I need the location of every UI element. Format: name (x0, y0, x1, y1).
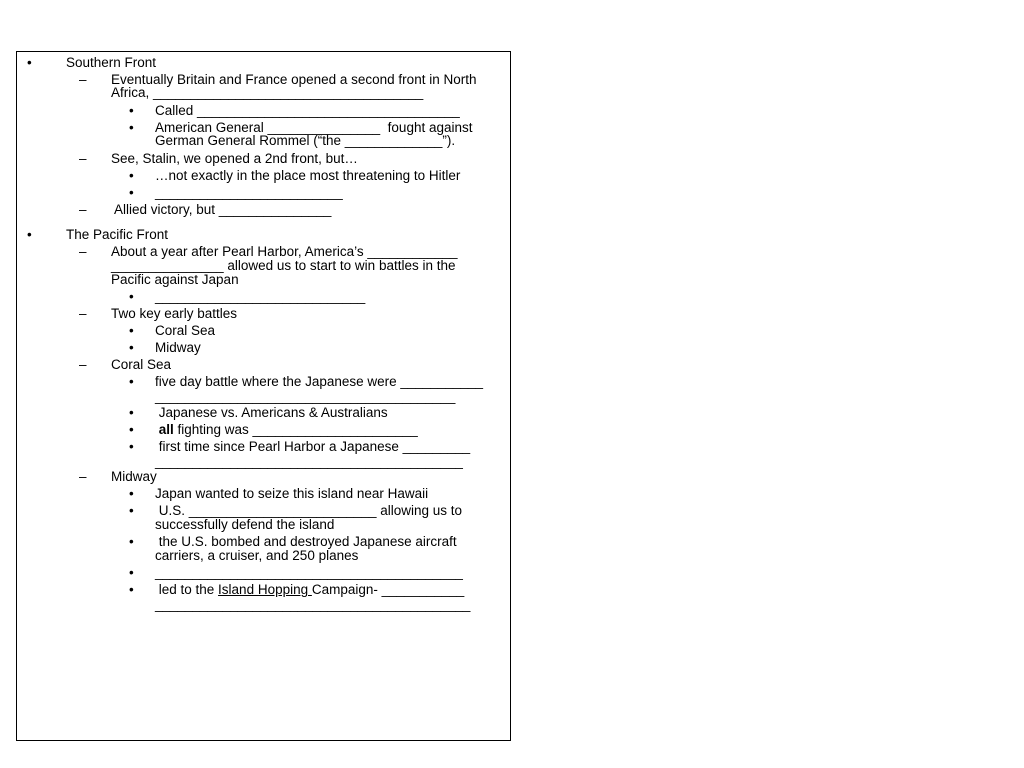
bullet-symbol: • (129, 405, 134, 420)
outline-line: _________________________ (155, 185, 343, 200)
outline-line: first time since Pearl Harbor a Japanese _________ (155, 439, 471, 454)
bullet-symbol: • (27, 227, 32, 242)
outline-line: American General _______________ fought against (155, 120, 473, 135)
dash-symbol: – (79, 469, 87, 484)
outline-line: Midway (155, 340, 201, 355)
outline-line: Pacific against Japan (111, 272, 239, 287)
outline-line: successfully defend the island (155, 517, 335, 532)
outline-line-rest: fighting was ______________________ (173, 422, 418, 437)
bullet-symbol: • (129, 439, 134, 454)
outline-line-suffix: Campaign- ___________ (311, 582, 465, 597)
outline-line: _______________ allowed us to start to win battles in the (111, 258, 456, 273)
outline-line: Coral Sea (155, 323, 216, 338)
bullet-symbol: • (129, 422, 134, 437)
outline-line: Eventually Britain and France opened a second front in North (111, 72, 477, 87)
outline-line: German General Rommel (“the _____________”). (155, 133, 456, 148)
outline-line (155, 583, 464, 597)
outline-line: ____________________________ (155, 289, 366, 304)
outline-line: Called ___________________________________ (155, 103, 460, 118)
bullet-symbol: • (129, 289, 134, 304)
outline-line: __________________________________________ (155, 597, 471, 612)
outline-line: U.S. _________________________ allowing us to (155, 503, 463, 518)
outline-line: _________________________________________ (155, 454, 463, 469)
bullet-symbol: • (129, 374, 134, 389)
outline-line: ________________________________________ (155, 389, 456, 404)
bullet-symbol: • (129, 168, 134, 183)
bullet-symbol: • (129, 582, 134, 597)
outline-line: five day battle where the Japanese were ___________ (155, 374, 483, 389)
dash-symbol: – (79, 357, 87, 372)
dash-symbol: – (79, 244, 87, 259)
document-page (16, 51, 511, 741)
bold-word: all (155, 422, 174, 437)
outline-line: the U.S. bombed and destroyed Japanese aircraft (155, 534, 457, 549)
section-heading-southern-front: Southern Front (66, 55, 157, 70)
outline-line: …not exactly in the place most threatening to Hitler (155, 168, 461, 183)
outline-line: Coral Sea (111, 357, 172, 372)
section-heading-pacific-front: The Pacific Front (66, 227, 169, 242)
outline-line (155, 423, 418, 437)
dash-symbol: – (79, 151, 87, 166)
bullet-symbol: • (129, 185, 134, 200)
outline-line: Midway (111, 469, 157, 484)
bullet-symbol: • (129, 534, 134, 549)
outline-line: Japan wanted to seize this island near Hawaii (155, 486, 429, 501)
outline-line: About a year after Pearl Harbor, America’s ____________ (111, 244, 458, 259)
bullet-symbol: • (27, 55, 32, 70)
bullet-symbol: • (129, 486, 134, 501)
bullet-symbol: • (129, 340, 134, 355)
bullet-symbol: • (129, 565, 134, 580)
bullet-symbol: • (129, 103, 134, 118)
dash-symbol: – (79, 202, 87, 217)
outline-line: Africa, ____________________________________ (111, 85, 424, 100)
outline-line: See, Stalin, we opened a 2nd front, but… (111, 151, 358, 166)
outline-line: Two key early battles (111, 306, 238, 321)
bullet-symbol: • (129, 503, 134, 518)
bullet-symbol: • (129, 120, 134, 135)
outline-line: _________________________________________ (155, 565, 463, 580)
outline-line: Japanese vs. Americans & Australians (155, 405, 388, 420)
bullet-symbol: • (129, 323, 134, 338)
outline-line: carriers, a cruiser, and 250 planes (155, 548, 359, 563)
outline-line-prefix: led to the (155, 582, 219, 597)
dash-symbol: – (79, 72, 87, 87)
outline-line: Allied victory, but _______________ (111, 202, 332, 217)
underlined-term: Island Hopping (218, 582, 312, 597)
dash-symbol: – (79, 306, 87, 321)
